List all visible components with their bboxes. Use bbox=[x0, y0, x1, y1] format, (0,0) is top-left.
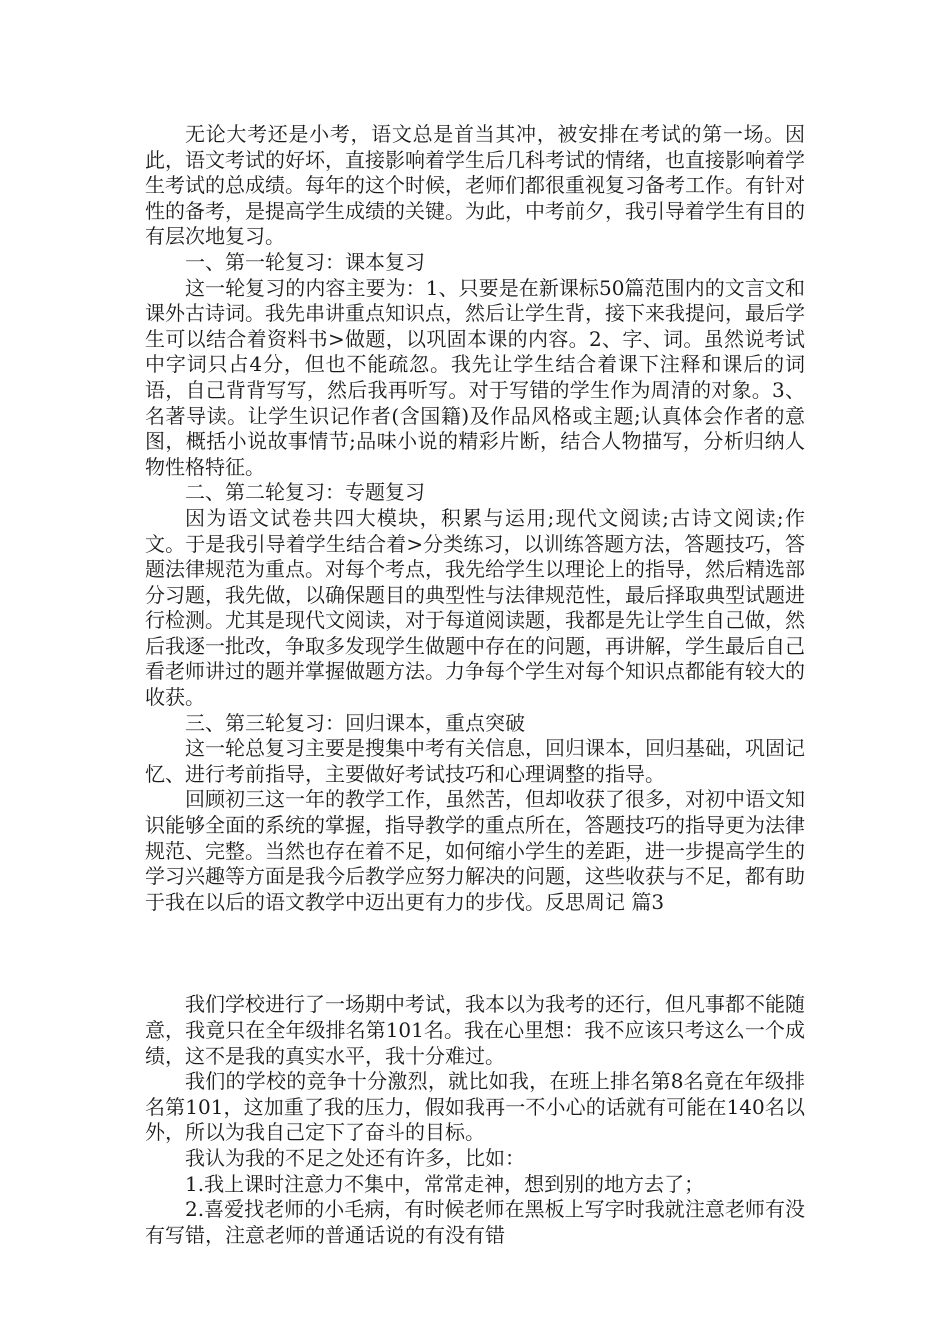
paragraph-round-two: 因为语文试卷共四大模块，积累与运用;现代文阅读;古诗文阅读;作文。于是我引导着学生结合着>分类练习，以训练答题方法，答题技巧，答题法律规范为重点。对每个考点，我先给学生以理论上的指导，然后精选部分习题，我先做，以确保题目的典型性与法律规范性，最后择取典型试题进行检测。尤其是现代文阅读，对于每道阅读题，我都是先让学生自己做，然后我逐一批改，争取多发现学生做题中存在的问题，再讲解，学生最后自己看老师讲过的题并掌握做题方法。力争每个学生对每个知识点都能有较大的收获。 bbox=[145, 505, 805, 710]
paragraph-competition: 我们的学校的竞争十分激烈，就比如我，在班上排名第8名竟在年级排名第101，这加重了我的压力，假如我再一不小心的话就有可能在140名以外，所以为我自己定下了奋斗的目标。 bbox=[145, 1069, 805, 1145]
heading-round-three: 三、第三轮复习：回归课本，重点突破 bbox=[185, 710, 525, 735]
paragraph-reflection: 回顾初三这一年的教学工作，虽然苦，但却收获了很多，对初中语文知识能够全面的系统的掌握，指导教学的重点所在，答题技巧的指导更为法律规范、完整。当然也存在着不足，如何缩小学生的差距，进一步提高学生的学习兴趣等方面是我今后教学应努力解决的问题，这些收获与不足，都有助于我在以后的语文教学中迈出更有力的步伐。反思周记 篇3 bbox=[145, 787, 805, 914]
section-weekly-reflection bbox=[145, 992, 805, 1248]
paragraph-midterm: 我们学校进行了一场期中考试，我本以为我考的还行，但凡事都不能随意，我竟只在全年级排名第101名。我在心里想：我不应该只考这么一个成绩，这不是我的真实水平，我十分难过。 bbox=[145, 992, 805, 1068]
section-exam-review bbox=[145, 122, 805, 915]
heading-round-one: 一、第一轮复习：课本复习 bbox=[185, 249, 425, 274]
list-item-1: 1.我上课时注意力不集中，常常走神，想到别的地方去了； bbox=[185, 1171, 705, 1196]
document-page bbox=[145, 122, 805, 1248]
paragraph-round-three: 这一轮总复习主要是搜集中考有关信息，回归课本，回归基础，巩固记忆、进行考前指导，主要做好考试技巧和心理调整的指导。 bbox=[145, 736, 805, 786]
heading-round-two: 二、第二轮复习：专题复习 bbox=[185, 480, 425, 505]
paragraph-shortcomings: 我认为我的不足之处还有许多，比如： bbox=[185, 1145, 525, 1170]
paragraph-round-one: 这一轮复习的内容主要为：1、只要是在新课标50篇范围内的文言文和课外古诗词。我先串讲重点知识点，然后让学生背，接下来我提问，最后学生可以结合着资料书>做题，以巩固本课的内容。2、字、词。虽然说考试中字词只占4分，但也不能疏忽。我先让学生结合着课下注释和课后的词语，自己背背写写，然后我再听写。对于写错的学生作为周清的对象。3、名著导读。让学生识记作者(含国籍)及作品风格或主题;认真体会作者的意图，概括小说故事情节;品味小说的精彩片断，结合人物描写，分析归纳人物性格特征。 bbox=[145, 275, 805, 479]
paragraph-intro: 无论大考还是小考，语文总是首当其冲，被安排在考试的第一场。因此，语文考试的好坏，直接影响着学生后几科考试的情绪，也直接影响着学生考试的总成绩。每年的这个时候，老师们都很重视复习备考工作。有针对性的备考，是提高学生成绩的关键。为此，中考前夕，我引导着学生有目的有层次地复习。 bbox=[145, 122, 805, 249]
list-item-2: 2.喜爱找老师的小毛病，有时候老师在黑板上写字时我就注意老师有没有写错，注意老师的普通话说的有没有错 bbox=[145, 1197, 805, 1247]
section-gap bbox=[145, 915, 805, 992]
